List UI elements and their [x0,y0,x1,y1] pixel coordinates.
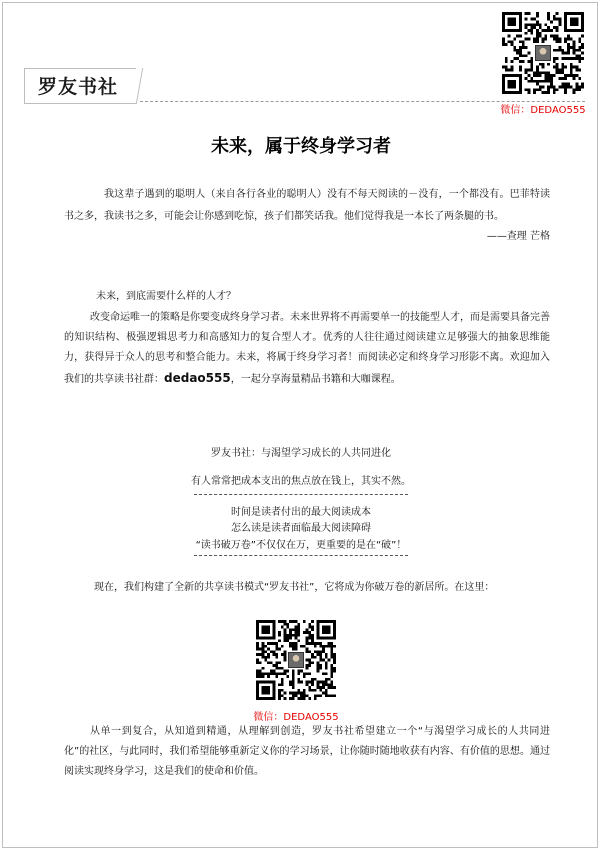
question-heading: 未来，到底需要什么样的人才？ [96,291,236,302]
box-line-4: “读书破万卷”不仅仅在万，更重要的是在“破”！ [195,540,407,551]
slogan: 罗友书社：与渴望学习成长的人共同进化 [211,448,391,459]
wechat-id: dedao555 [164,371,231,385]
qr-code-top [502,12,584,94]
intro-paragraph [64,308,550,390]
intro-text-end: ，一起分享海量精品书籍和大咖课程。 [230,374,401,385]
box-line-2: 时间是读者付出的最大阅读成本 [231,507,371,518]
qr-code-middle [256,620,336,700]
quote-text: 我这辈子遇到的聪明人（来自各行各业的聪明人）没有不每天阅读的－没有，一个都没有。巴菲特读书之多，我读书之多，可能会让你感到吃惊，孩子们都笑话我。他们觉得我是一本长了两条腿的书。 [64,189,550,222]
brand-title: 罗友书社 [38,76,119,98]
closing-paragraph: 从单一到复合，从知道到精通，从理解到创造，罗友书社希望建立一个“与渴望学习成长的人共同进化”的社区，与此同时，我们希望能够重新定义你的学习场景，让你随时随地收获有内容、有价值的思想。通过阅读实现终身学习，这是我们的使命和价值。 [64,726,550,777]
box-line-1: 有人常常把成本支出的焦点放在钱上，其实不然。 [191,476,411,487]
box-line-3: 怎么读是读者面临最大阅读障碍 [231,523,371,534]
dashed-divider-top [194,494,408,495]
quote-author: ——查理 芒格 [486,231,550,242]
now-paragraph: 现在，我们构建了全新的共享读书模式“罗友书社”，它将成为你破万卷的新居所。在这里： [94,582,495,593]
intro-text: 改变命运唯一的策略是你要变成终身学习者。未来世界将不再需要单一的技能型人才，而是需要具备完善的知识结构、极强逻辑思考力和高感知力的复合型人才。优秀的人往往通过阅读建立足够强大的抽象思维能力，获得异于众人的思考和整合能力。未来，将属于终身学习者！而阅读必定和终身学习形影不离。欢迎加入我们的共享读书社群： [64,312,550,385]
wechat-caption-top: 微信：DEDAO555 [500,105,586,116]
page-title: 未来，属于终身学习者 [211,136,391,157]
dashed-divider-bottom [194,555,408,556]
wechat-caption-middle: 微信：DEDAO555 [253,712,339,723]
